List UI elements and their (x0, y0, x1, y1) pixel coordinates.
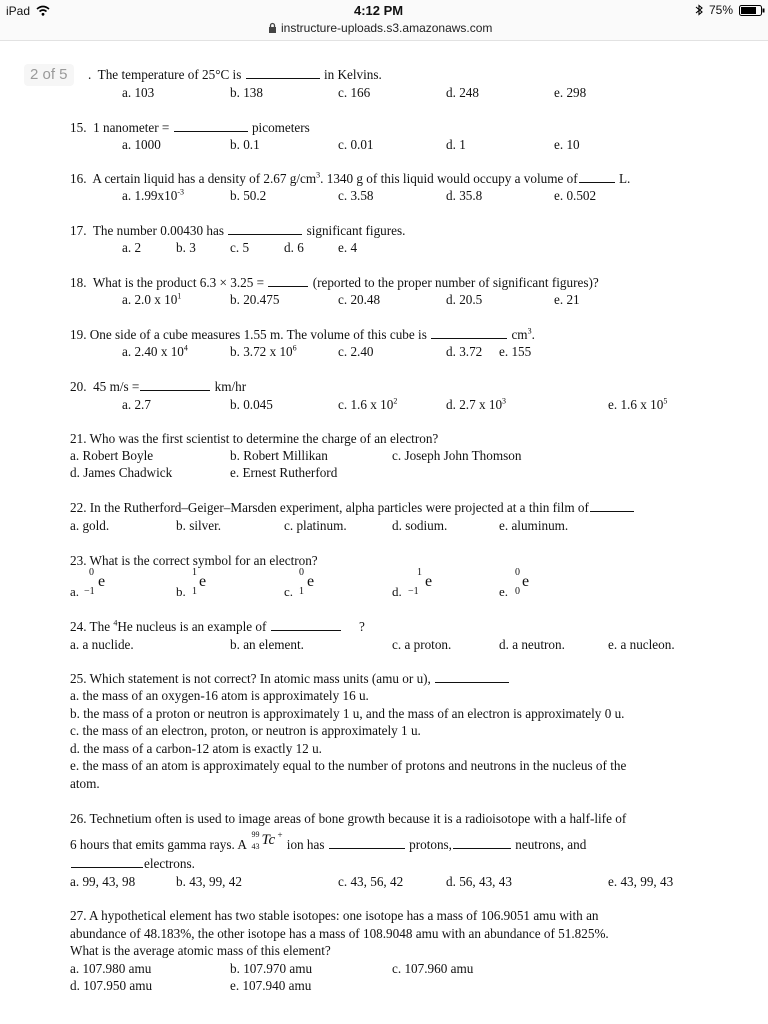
device-name: iPad (6, 4, 31, 18)
question-14 (88, 67, 382, 83)
question-27-line2: abundance of 48.183%, the other isotope has a mass of 108.9048 amu with an abundance of 51.825%. (70, 926, 609, 941)
option-a: a. gold. (70, 518, 110, 533)
question-text: in Kelvins. (323, 67, 382, 82)
question-15: 15. 1 nanometer = picometers (70, 120, 310, 135)
option-e: e. 4 (338, 240, 358, 255)
option-c: c. 0 1 e (284, 567, 315, 599)
answer-blank (174, 120, 248, 132)
battery-percent: 75% (709, 3, 734, 17)
option-a: a. 2 (122, 240, 142, 255)
answer-blank (140, 379, 210, 391)
option-b: b. 50.2 (230, 188, 267, 203)
option-c: c. 5 (230, 240, 250, 255)
option-e-continued: atom. (70, 776, 100, 791)
answer-blank (435, 671, 509, 683)
option-e: e. Ernest Rutherford (230, 465, 338, 480)
answer-blank (246, 67, 320, 79)
option-c: c. 20.48 (338, 292, 381, 307)
option-d: d. 248 (446, 85, 479, 100)
option-e: e. 0 0 e (499, 567, 530, 599)
question-27-line3: What is the average atomic mass of this element? (70, 943, 331, 958)
option-a: a. 0 −1 e (70, 567, 106, 599)
option-a: a. 107.980 amu (70, 961, 152, 976)
question-23: 23. What is the correct symbol for an electron? (70, 553, 318, 568)
answer-blank (71, 856, 143, 868)
option-d: d. 3.72 (446, 344, 483, 359)
question-19: 19. One side of a cube measures 1.55 m. The volume of this cube is $cm^3$. (70, 326, 535, 342)
option-b: b. 3.72 x $10^6$ (230, 343, 297, 359)
option-e: e. a nucleon. (608, 637, 675, 652)
option-b: b. 138 (230, 85, 263, 100)
option-e: e. 1.6 x $10^5$ (608, 396, 668, 412)
option-a: a. $1.99x10^{-3}$ (122, 187, 184, 203)
option-d: d. 1 −1 e (392, 567, 433, 599)
option-d: d. 35.8 (446, 188, 483, 203)
question-25: 25. Which statement is not correct? In atomic mass units (amu or u), (70, 671, 510, 687)
question-20: 20. 45 m/s = km/hr (70, 379, 247, 394)
option-b: b. the mass of a proton or neutron is approximately 1 u, and the mass of an electron is approximately 0 u. (70, 706, 625, 721)
answer-blank (228, 223, 302, 235)
option-a: a. 103 (122, 85, 155, 100)
url-bar[interactable]: instructure-uploads.s3.amazonaws.com (281, 21, 493, 35)
option-a: a. 99, 43, 98 (70, 874, 136, 889)
option-b: b. 0.1 (230, 137, 260, 152)
answer-blank (431, 327, 507, 339)
option-a: a. 2.0 x $10^1$ (122, 291, 182, 307)
option-c: c. 0.01 (338, 137, 374, 152)
option-c: c. 107.960 amu (392, 961, 474, 976)
question-17: 17. The number 0.00430 has significant figures. (70, 223, 406, 238)
page-indicator: 2 of 5 (24, 64, 74, 86)
option-e: e. 43, 99, 43 (608, 874, 674, 889)
question-26-line2: 6 hours that emits gamma rays. A 99 43 Tc + ion has protons, neutrons, and (70, 830, 587, 852)
option-b: b. Robert Millikan (230, 448, 328, 463)
option-b: b. 3 (176, 240, 196, 255)
option-b: b. 0.045 (230, 397, 273, 412)
option-b: b. 107.970 amu (230, 961, 313, 976)
option-d: d. 6 (284, 240, 304, 255)
option-d: d. 56, 43, 43 (446, 874, 512, 889)
question-22: 22. In the Rutherford–Geiger–Marsden experiment, alpha particles were projected at a thin film of (70, 500, 635, 516)
option-d: d. 107.950 amu (70, 978, 153, 993)
option-e: e. 155 (499, 344, 532, 359)
option-c: c. 166 (338, 85, 371, 100)
question-21: 21. Who was the first scientist to determine the charge of an electron? (70, 431, 439, 446)
option-a: a. Robert Boyle (70, 448, 154, 463)
option-d: d. the mass of a carbon-12 atom is exactly 12 u. (70, 741, 322, 756)
question-text: The temperature of 25°C is (97, 67, 242, 82)
option-c: c. platinum. (284, 518, 347, 533)
option-b: b. 1 1 e (176, 567, 207, 599)
wifi-icon (36, 5, 50, 16)
question-18: 18. What is the product 6.3 × 3.25 = (reported to the proper number of significant figures)? (70, 275, 599, 290)
option-e: e. 21 (554, 292, 580, 307)
option-d: d. 2.7 x $10^3$ (446, 396, 507, 412)
option-e: e. 10 (554, 137, 580, 152)
clock: 4:12 PM (354, 3, 404, 18)
option-d: d. sodium. (392, 518, 448, 533)
lock-icon (268, 22, 277, 33)
option-e: e. aluminum. (499, 518, 569, 533)
option-e: e. 298 (554, 85, 587, 100)
option-a: a. 2.40 x $10^4$ (122, 343, 188, 359)
option-b: b. 20.475 (230, 292, 280, 307)
answer-blank (453, 837, 511, 849)
option-c: c. 3.58 (338, 188, 374, 203)
answer-blank (271, 619, 341, 631)
option-c: c. a proton. (392, 637, 452, 652)
nuclide-symbol: 99 43 Tc + (251, 830, 283, 851)
option-a: a. a nuclide. (70, 637, 134, 652)
question-26-line3: electrons. (70, 856, 195, 872)
option-c: c. 1.6 x $10^2$ (338, 396, 398, 412)
answer-blank (329, 837, 405, 849)
option-d: d. a neutron. (499, 637, 565, 652)
option-a: a. 2.7 (122, 397, 151, 412)
option-b: b. silver. (176, 518, 222, 533)
option-d: d. 1 (446, 137, 466, 152)
option-c: c. 2.40 (338, 344, 374, 359)
option-b: b. 43, 99, 42 (176, 874, 242, 889)
question-27: 27. A hypothetical element has two stable isotopes: one isotope has a mass of 106.9051 amu with an (70, 908, 599, 923)
option-a: a. 1000 (122, 137, 161, 152)
answer-blank (268, 275, 308, 287)
option-e: e. 0.502 (554, 188, 597, 203)
battery-icon (739, 5, 765, 16)
question-26: 26. Technetium often is used to image areas of bone growth because it is a radioisotope with a half-life of (70, 811, 627, 826)
status-bar (0, 0, 768, 41)
option-d: d. 20.5 (446, 292, 483, 307)
option-e: e. 107.940 amu (230, 978, 312, 993)
option-c: c. Joseph John Thomson (392, 448, 522, 463)
option-c: c. the mass of an electron, proton, or neutron is approximately 1 u. (70, 723, 421, 738)
question-16: 16. A certain liquid has a density of 2.67 $g/cm^3$. 1340 g of this liquid would occupy a volume of L. (70, 170, 631, 186)
option-a: a. the mass of an oxygen-16 atom is approximately 16 u. (70, 688, 369, 703)
answer-blank (579, 171, 615, 183)
bluetooth-icon (695, 4, 703, 16)
option-c: c. 43, 56, 42 (338, 874, 404, 889)
question-24: 24. The $^4$He nucleus is an example of ? (70, 618, 365, 634)
question-number: . (88, 67, 92, 82)
option-b: b. an element. (230, 637, 304, 652)
answer-blank (590, 500, 634, 512)
option-d: d. James Chadwick (70, 465, 173, 480)
option-e: e. the mass of an atom is approximately equal to the number of protons and neutrons in the nucleus of the (70, 758, 627, 773)
